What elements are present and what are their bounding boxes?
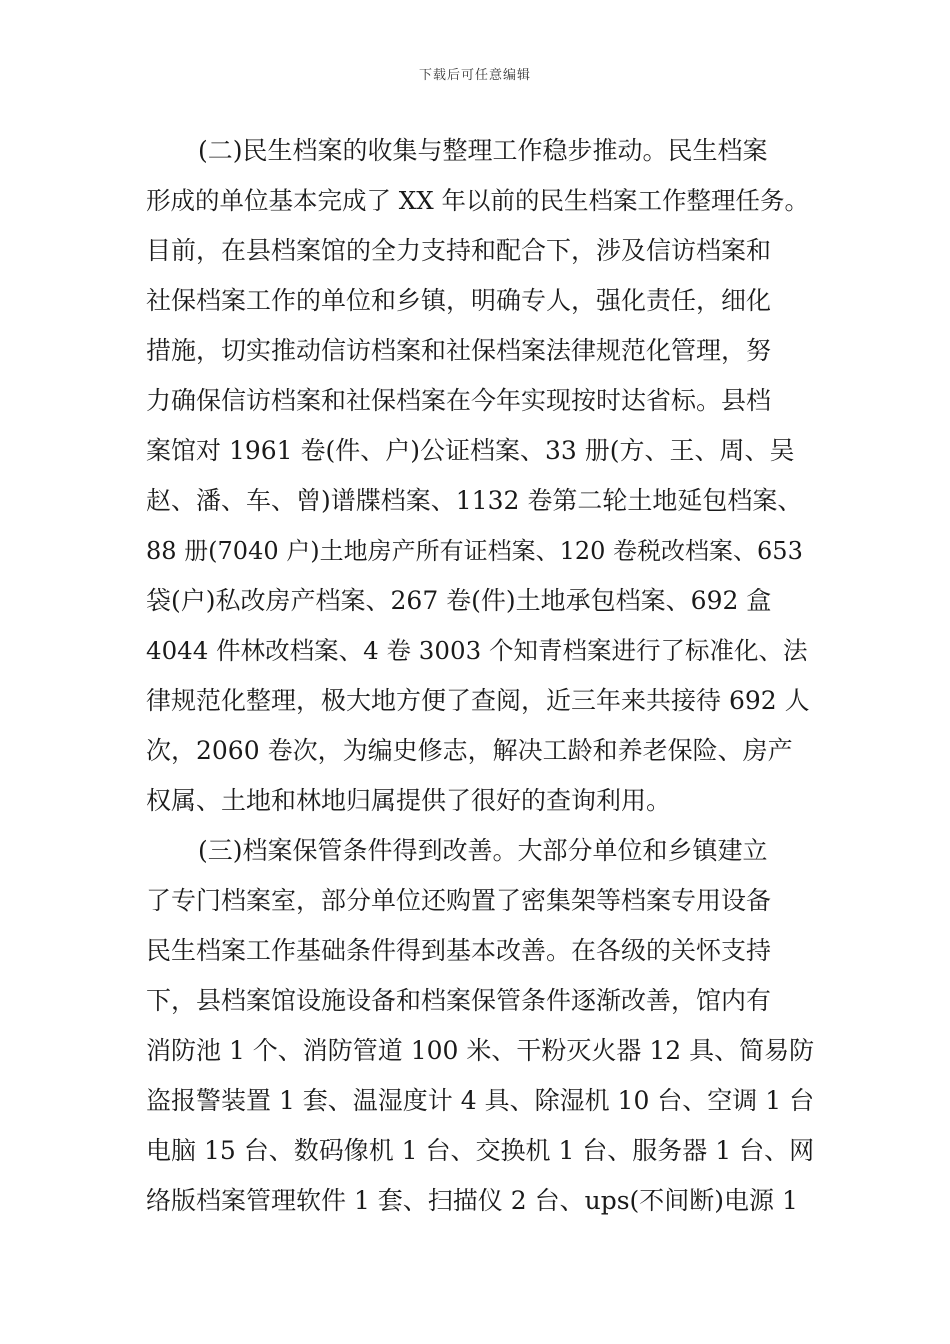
- text-line: 次，2060 卷次，为编史修志，解决工龄和养老保险、房产: [146, 736, 793, 765]
- text-line: 民生档案工作基础条件得到基本改善。在各级的关怀支持: [146, 936, 772, 965]
- text-line: 案馆对 1961 卷(件、户)公证档案、33 册(方、王、周、吴: [146, 436, 795, 465]
- text-line: 力确保信访档案和社保档案在今年实现按时达省标。县档: [146, 386, 772, 415]
- text-line: 形成的单位基本完成了 XX 年以前的民生档案工作整理任务。: [146, 186, 809, 215]
- text-line: 盗报警装置 1 套、温湿度计 4 具、除湿机 10 台、空调 1 台: [146, 1086, 815, 1115]
- text-line: 88 册(7040 户)土地房产所有证档案、120 卷税改档案、653: [146, 537, 803, 565]
- text-line: 措施，切实推动信访档案和社保档案法律规范化管理，努: [146, 336, 772, 365]
- text-line: 络版档案管理软件 1 套、扫描仪 2 台、ups(不间断)电源 1: [146, 1186, 798, 1215]
- text-line: 社保档案工作的单位和乡镇，明确专人，强化责任，细化: [146, 286, 772, 315]
- text-line: 权属、土地和林地归属提供了很好的查询利用。: [146, 786, 672, 815]
- text-line: 袋(户)私改房产档案、267 卷(件)土地承包档案、692 盒: [146, 586, 772, 615]
- text-line: 了专门档案室，部分单位还购置了密集架等档案专用设备: [146, 886, 772, 915]
- text-line: 赵、潘、车、曾)谱牒档案、1132 卷第二轮土地延包档案、: [146, 486, 803, 515]
- text-line: 4044 件林改档案、4 卷 3003 个知青档案进行了标准化、法: [146, 636, 808, 665]
- text-line: 律规范化整理，极大地方便了查阅，近三年来共接待 692 人: [146, 686, 810, 715]
- text-line: 目前，在县档案馆的全力支持和配合下，涉及信访档案和: [146, 236, 772, 265]
- text-line: 电脑 15 台、数码像机 1 台、交换机 1 台、服务器 1 台、网: [146, 1136, 815, 1165]
- text-line: 下，县档案馆设施设备和档案保管条件逐渐改善，馆内有: [146, 986, 772, 1015]
- text-line: 消防池 1 个、消防管道 100 米、干粉灭火器 12 具、简易防: [146, 1036, 815, 1065]
- text-line: (二)民生档案的收集与整理工作稳步推动。民生档案: [198, 136, 768, 165]
- page-header: 下载后可任意编辑: [418, 68, 531, 83]
- document-body: [146, 126, 816, 1226]
- text-line: (三)档案保管条件得到改善。大部分单位和乡镇建立: [198, 836, 768, 865]
